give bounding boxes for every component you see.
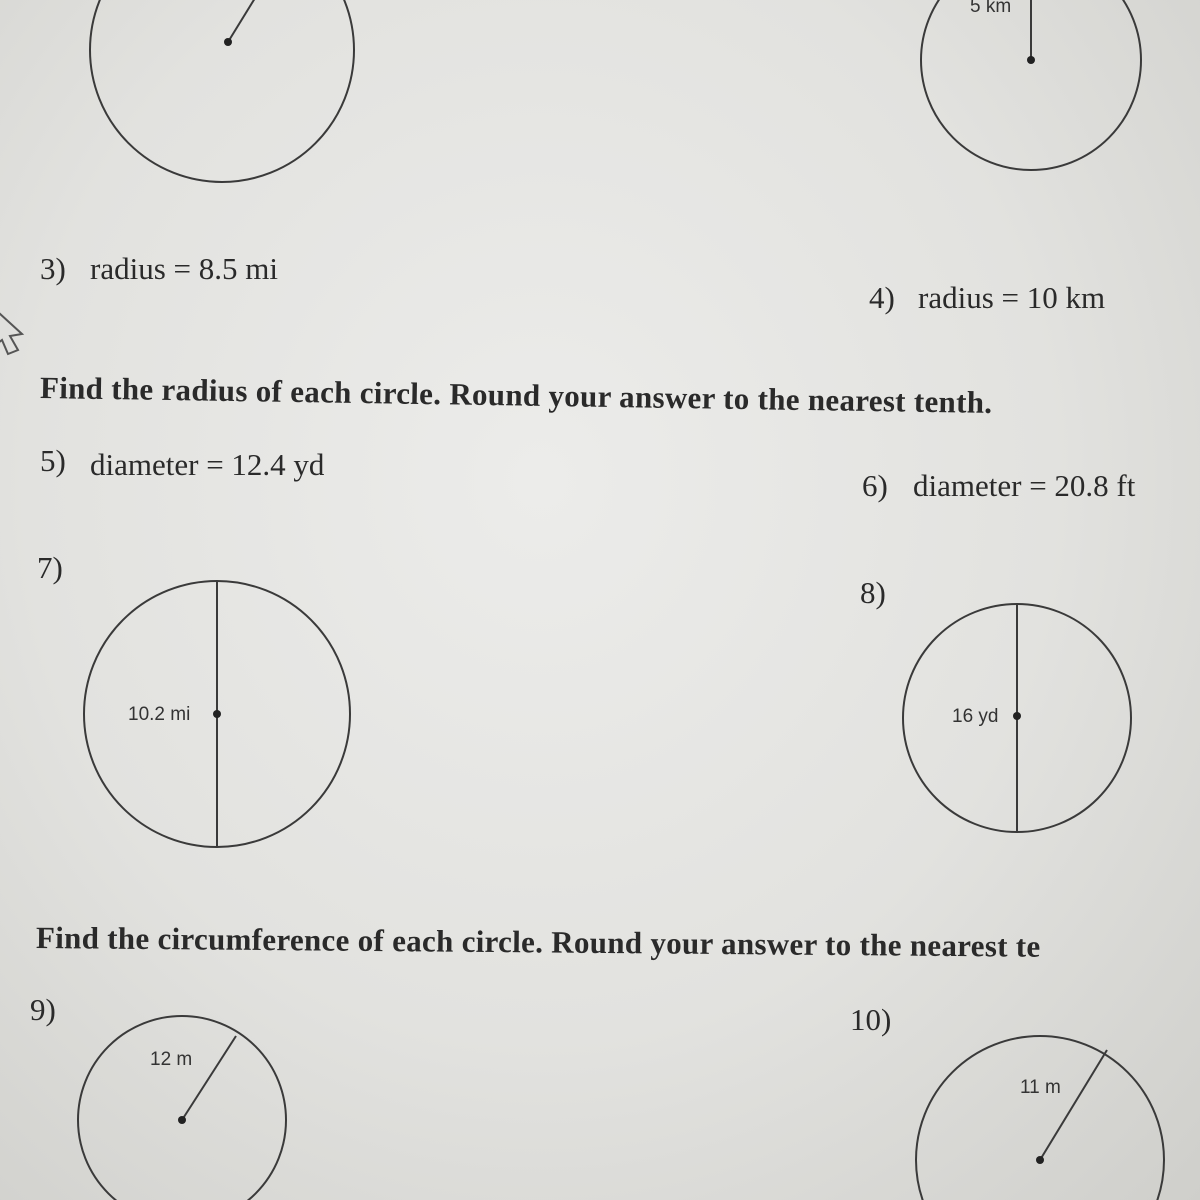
center-dot bbox=[213, 710, 221, 718]
q6-text: diameter = 20.8 ft bbox=[913, 468, 1136, 503]
q8-diameter-label: 16 yd bbox=[952, 706, 999, 727]
q3-text: radius = 8.5 mi bbox=[90, 251, 278, 286]
center-dot bbox=[1036, 1156, 1044, 1164]
q8-number: 8) bbox=[860, 575, 886, 610]
figure-10 bbox=[916, 1036, 1164, 1200]
center-dot bbox=[224, 38, 232, 46]
circle-outline bbox=[90, 0, 354, 182]
figure-top-right-label: 5 km bbox=[970, 0, 1012, 17]
center-dot bbox=[1013, 712, 1021, 720]
radius-line bbox=[228, 0, 260, 42]
center-dot bbox=[1027, 56, 1035, 64]
figure-top-right bbox=[921, 0, 1141, 170]
q5-number: 5) bbox=[40, 443, 66, 478]
section-circumference-heading: Find the circumference of each circle. Round your answer to the nearest te bbox=[35, 920, 1041, 964]
pointer-cursor-icon bbox=[0, 312, 22, 354]
center-dot bbox=[178, 1116, 186, 1124]
q7-number: 7) bbox=[37, 550, 63, 585]
q5-text: diameter = 12.4 yd bbox=[90, 447, 325, 482]
q4-number: 4) bbox=[869, 280, 895, 315]
circle-outline bbox=[78, 1016, 286, 1200]
figure-7 bbox=[84, 581, 350, 847]
q10-number: 10) bbox=[850, 1002, 892, 1037]
figure-9 bbox=[78, 1016, 286, 1200]
circle-outline bbox=[916, 1036, 1164, 1200]
q10-radius-label: 11 m bbox=[1020, 1077, 1061, 1098]
radius-line bbox=[1040, 1050, 1107, 1160]
q4-text: radius = 10 km bbox=[918, 280, 1106, 315]
q9-radius-label: 12 m bbox=[150, 1049, 193, 1070]
section-radius-heading: Find the radius of each circle. Round your answer to the nearest tenth. bbox=[39, 370, 993, 420]
figure-top-left bbox=[90, 0, 354, 182]
q3-number: 3) bbox=[40, 251, 66, 286]
q7-diameter-label: 10.2 mi bbox=[128, 704, 191, 725]
q9-number: 9) bbox=[30, 992, 56, 1027]
figure-8 bbox=[903, 604, 1131, 832]
q6-number: 6) bbox=[862, 468, 888, 503]
